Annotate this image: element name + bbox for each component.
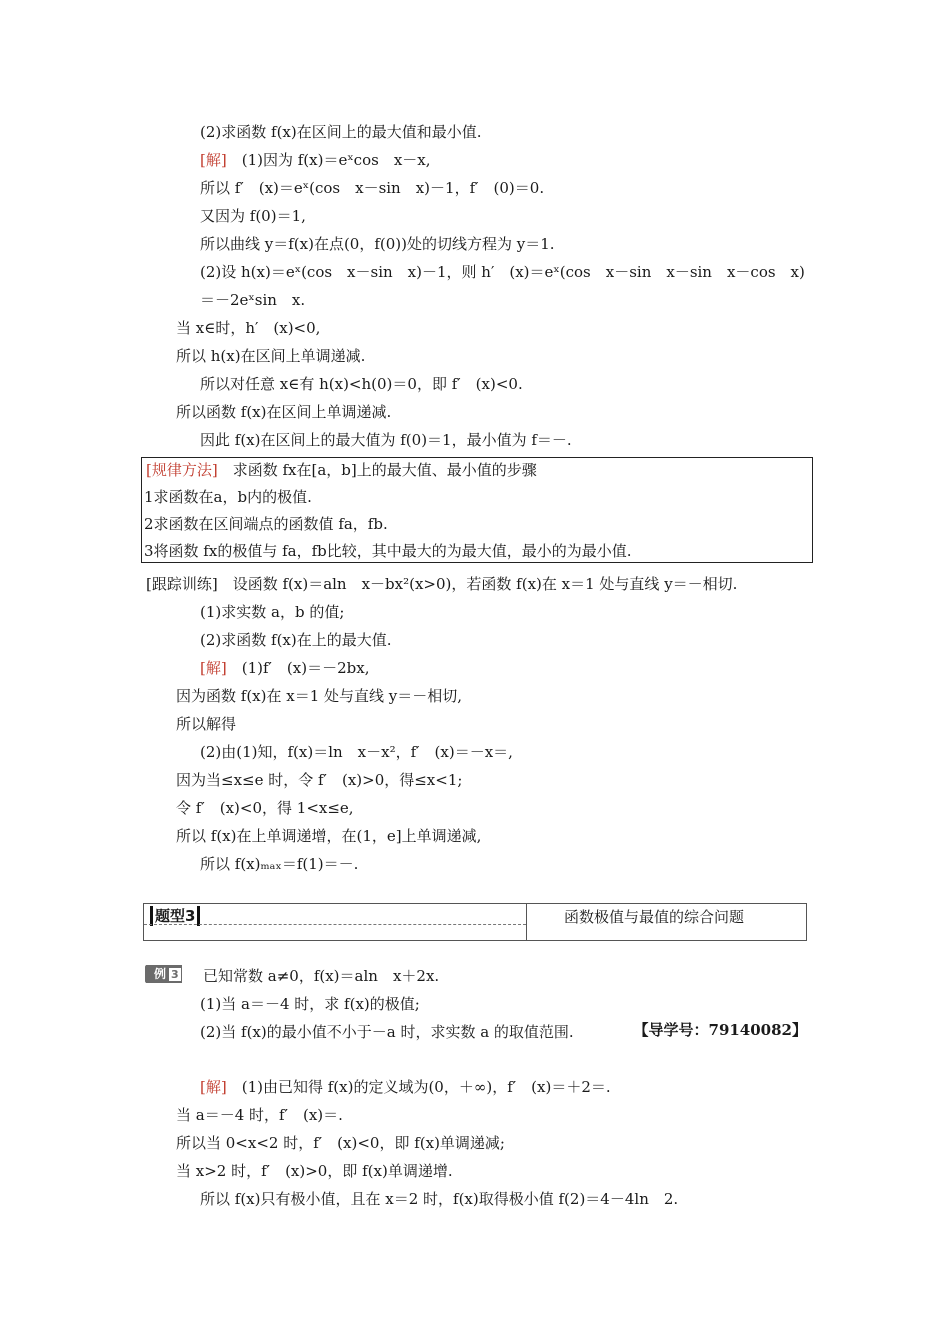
lines-mid-line [146, 574, 737, 594]
line-text: (1)当 a＝－4 时，求 f(x)的极值; [200, 995, 420, 1013]
line-text: [跟踪训练] 设函数 f(x)＝aln x－bx²(x>0)，若函数 f(x)在 x＝1 处与直线 y＝－相切. [146, 575, 738, 593]
method-step-2: 2求函数在区间端点的函数值 fa，fb. [144, 515, 388, 533]
example-badge-number: 3 [171, 968, 179, 981]
lines-mid-line [176, 770, 462, 790]
method-box [141, 457, 813, 563]
example-badge-label: 例 [154, 967, 167, 981]
lines-top-line [200, 122, 482, 142]
line-text: (2)由(1)知，f(x)＝ln x－x²，f′ (x)＝－x＝, [200, 743, 513, 761]
topic-bar [143, 903, 807, 941]
lines-top-line [176, 346, 365, 366]
lines-bottom-line [176, 1105, 343, 1125]
method-step-1: 1求函数在a，b内的极值. [144, 488, 312, 506]
line-text: (1)因为 f(x)＝eˣcos x－x, [226, 151, 431, 169]
lines-top-line [200, 262, 805, 282]
lines-mid-line [176, 686, 462, 706]
line-text: ＝－2eˣsin x. [200, 291, 306, 309]
line-text: (1)f′ (x)＝－2bx, [226, 659, 370, 677]
lines-top-line [200, 150, 431, 170]
lines-top-line [200, 430, 572, 450]
lines-bottom-line [200, 1189, 678, 1209]
line-text: (2)设 h(x)＝eˣ(cos x－sin x)－1，则 h′ (x)＝eˣ(cos x－sin x－sin x－cos x) [200, 263, 805, 281]
lines-top-line [200, 178, 544, 198]
line-text: 所以 f(x)只有极小值，且在 x＝2 时，f(x)取得极小值 f(2)＝4－4ln 2. [200, 1190, 679, 1208]
line-text: 因此 f(x)在区间上的最大值为 f(0)＝1，最小值为 f＝－. [200, 431, 572, 449]
method-tag: [规律方法] [146, 461, 218, 479]
lines-mid-line [176, 826, 481, 846]
topic-label: 题型3 [150, 906, 200, 926]
line-text: 所以 f(x)ₘₐₓ＝f(1)＝－. [200, 855, 359, 873]
line-text: 当 a＝－4 时，f′ (x)＝. [176, 1106, 343, 1124]
line-text: 当 x>2 时，f′ (x)>0，即 f(x)单调递增. [176, 1162, 453, 1180]
lines-top-line [176, 318, 320, 338]
line-text: 所以 f(x)在上单调递增，在(1，e]上单调递减, [176, 827, 482, 845]
line-text: 因为当≤x≤e 时，令 f′ (x)>0，得≤x<1; [176, 771, 463, 789]
lines-top-line [200, 290, 305, 310]
lines-mid-line [176, 714, 236, 734]
lines-mid-line [200, 742, 513, 762]
line-text: 所以当 0<x<2 时，f′ (x)<0，即 f(x)单调递减; [176, 1134, 505, 1152]
lines-bottom-line [200, 994, 420, 1014]
lines-mid-line [200, 658, 369, 678]
lines-bottom-line [176, 1133, 505, 1153]
line-text: (2)求函数 f(x)在上的最大值. [200, 631, 392, 649]
lines-mid-line [176, 798, 354, 818]
lines-bottom-line [200, 1022, 574, 1042]
line-text: 所以 f′ (x)＝eˣ(cos x－sin x)－1，f′ (0)＝0. [200, 179, 545, 197]
lines-bottom-line [200, 1077, 611, 1097]
lines-top-line [176, 402, 391, 422]
line-text: 所以对任意 x∈有 h(x)<h(0)＝0，即 f′ (x)<0. [200, 375, 523, 393]
line-text: 当 x∈时，h′ (x)<0, [176, 319, 321, 337]
guide-number: 【导学号：79140082】 [633, 1021, 807, 1039]
lines-mid-line [200, 602, 344, 622]
lines-top-line [200, 234, 555, 254]
line-text: (1)求实数 a，b 的值; [200, 603, 345, 621]
example-badge [146, 965, 182, 983]
lines-mid-line [200, 630, 392, 650]
solution-tag: [解] [200, 1078, 227, 1096]
line-text: 所以函数 f(x)在区间上单调递减. [176, 403, 392, 421]
example-statement: 已知常数 a≠0，f(x)＝aln x＋2x. [203, 967, 440, 985]
line-text: 所以曲线 y＝f(x)在点(0，f(0))处的切线方程为 y＝1. [200, 235, 555, 253]
method-heading-text: 求函数 fx在[a，b]上的最大值、最小值的步骤 [217, 461, 537, 479]
line-text: (2)当 f(x)的最小值不小于－a 时，求实数 a 的取值范围. [200, 1023, 574, 1041]
method-heading [146, 460, 537, 480]
topic-divider [144, 924, 526, 925]
line-text: 因为函数 f(x)在 x＝1 处与直线 y＝－相切, [176, 687, 463, 705]
line-text: 所以解得 [176, 715, 237, 733]
topic-separator [526, 904, 527, 940]
line-text: (1)由已知得 f(x)的定义域为(0，＋∞)，f′ (x)＝＋2＝. [226, 1078, 611, 1096]
lines-bottom-line [176, 1161, 453, 1181]
lines-top-line [200, 374, 523, 394]
solution-tag: [解] [200, 151, 227, 169]
line-text: 令 f′ (x)<0，得 1<x≤e, [176, 799, 354, 817]
solution-tag: [解] [200, 659, 227, 677]
lines-mid-line [200, 854, 358, 874]
lines-top-line [200, 206, 306, 226]
line-text: 又因为 f(0)＝1, [200, 207, 306, 225]
topic-title: 函数极值与最值的综合问题 [564, 908, 745, 926]
method-step-3: 3将函数 fx的极值与 fa，fb比较，其中最大的为最大值，最小的为最小值. [144, 542, 632, 560]
line-text: (2)求函数 f(x)在区间上的最大值和最小值. [200, 123, 482, 141]
line-text: 所以 h(x)在区间上单调递减. [176, 347, 366, 365]
